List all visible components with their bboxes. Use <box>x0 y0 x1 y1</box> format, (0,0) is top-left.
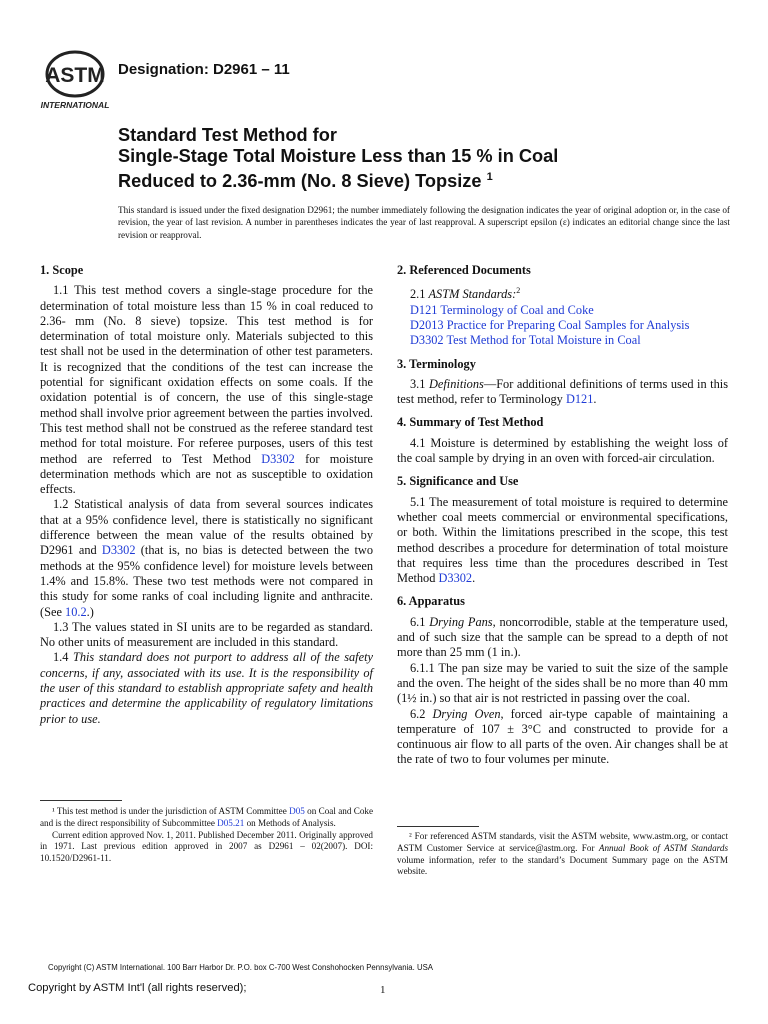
scope-paragraph-2: 1.2 Statistical analysis of data from several sources indicates that at a 95% confidence level, there is statistically no significant difference between the mean value of the results obtained by D2961 and D3302 (that is, no bias is detected between the two methods at the 95% confidence level) for moisture levels between 1.4% and 15.8%. These two test methods were not compared in this study for some ranks of coal including lignite and anthracite. (See 10.2.) <box>40 497 373 619</box>
footnote-rule <box>40 800 122 801</box>
link-d3302[interactable]: D3302 <box>438 571 473 586</box>
link-d2013-title[interactable]: Practice for Preparing Coal Samples for Analysis <box>446 318 690 332</box>
link-d05-21[interactable]: D05.21 <box>217 817 245 828</box>
summary-paragraph: 4.1 Moisture is determined by establishing the weight loss of the coal sample by drying in an oven with forced-air circulation. <box>397 435 728 466</box>
designation: Designation: D2961 – 11 <box>118 61 290 78</box>
apparatus-paragraph-1: 6.1 Drying Pans, noncorrodible, stable at the temperature used, and of such size that the sample can be spread to a depth of not more than 25 mm (1 in.). <box>397 614 728 660</box>
link-section-10-2[interactable]: 10.2 <box>65 604 87 619</box>
apparatus-paragraph-2: 6.1.1 The pan size may be varied to suit the size of the sample and the oven. The height of the sides shall be no more than 40 mm (1½ in.) so that air is not restricted in passing over the coal. <box>397 660 728 706</box>
footnote-rule <box>397 826 479 827</box>
apparatus-paragraph-3: 6.2 Drying Oven, forced air-type capable of maintaining a temperature of 107 ± 3°C and constructed to provide for a continuous air flow to all parts of the oven. Air changes shall be at the rate of two to four volumes per minute. <box>397 706 728 767</box>
page-number: 1 <box>380 984 386 996</box>
footnote-1-line-2: Current edition approved Nov. 1, 2011. Published December 2011. Originally approved in 1971. Last previous edition approved in 2007 as D2961 – 02(2007). DOI: 10.1520/D2961-11. <box>40 829 373 864</box>
terminology-paragraph: 3.1 Definitions—For additional definitions of terms used in this test method, refer to Terminology D121. <box>397 376 728 407</box>
significance-paragraph: 5.1 The measurement of total moisture is required to determine whether coal meets commercial or environmental specifications, or both. Within the limitations prescribed in the scope, this test method describes a procedure for determination of total moisture that requires less time than the procedures described in Test Method D3302. <box>397 494 728 586</box>
link-d05[interactable]: D05 <box>289 806 305 816</box>
summary-heading: 4. Summary of Test Method <box>397 415 544 430</box>
referenced-item <box>410 333 728 348</box>
copyright-bottom: Copyright by ASTM Int'l (all rights reserved); <box>28 982 247 994</box>
link-d121-title[interactable]: Terminology of Coal and Coke <box>440 302 594 317</box>
preamble: This standard is issued under the fixed designation D2961; the number immediately following the designation indicates the year of original adoption or, in the case of revision, the year of last revision. A number in parentheses indicates the year of last reapproval. A superscript epsilon (ε) indicates an editorial change since the last revision or reapproval. <box>118 205 730 240</box>
scope-paragraph-3: 1.3 The values stated in SI units are to be regarded as standard. No other units of measurement are included in this standard. <box>40 619 373 650</box>
referenced-heading: 2. Referenced Documents <box>397 263 531 277</box>
link-d3302[interactable]: D3302 <box>101 543 136 558</box>
logo-text: ASTM <box>45 64 105 87</box>
link-d3302[interactable]: D3302 <box>261 451 295 466</box>
footnote-2: ² For referenced ASTM standards, visit the ASTM website, www.astm.org, or contact ASTM Customer Service at service@astm.org. For Annual Book of ASTM Standards volume information, refer to the standard’s Document Summary page on the ASTM website. <box>397 831 729 877</box>
significance-heading: 5. Significance and Use <box>397 474 519 489</box>
link-d121[interactable]: D121 <box>565 392 594 407</box>
title-line-2: Single-Stage Total Moisture Less than 15 % in Coal <box>118 146 559 166</box>
terminology-heading: 3. Terminology <box>397 356 476 371</box>
scope-heading: 1. Scope <box>40 263 84 277</box>
link-d2013[interactable]: D2013 <box>410 318 444 332</box>
referenced-item <box>410 318 728 333</box>
scope-paragraph-4: 1.4 This standard does not purport to address all of the safety concerns, if any, associated with its use. It is the responsibility of the user of this standard to establish appropriate safety and health practices and determine the applicability of regulatory limitations prior to use. <box>40 650 374 726</box>
right-column <box>397 263 728 768</box>
left-column <box>40 263 373 727</box>
referenced-item <box>410 303 728 318</box>
footnote-1 <box>40 806 373 865</box>
title-line-1: Standard Test Method for <box>118 125 337 145</box>
document-title <box>118 125 558 192</box>
astm-logo <box>38 50 112 112</box>
footnote-1-line-1: ¹ This test method is under the jurisdiction of ASTM Committee D05 on Coal and Coke and is the direct responsibility of Subcommittee D05.21 on Methods of Analysis. <box>40 806 373 828</box>
title-footnote-mark: 1 <box>486 171 493 183</box>
copyright-line: Copyright (C) ASTM International. 100 Barr Harbor Dr. P.O. box C-700 West Conshohocken Pennsylvania. USA <box>48 963 433 972</box>
apparatus-heading: 6. Apparatus <box>397 594 465 609</box>
title-line-3: Reduced to 2.36-mm (No. 8 Sieve) Topsize $^1$ <box>118 171 493 192</box>
scope-paragraph-1: 1.1 This test method covers a single-stage procedure for the determination of total moisture less than 15 % in coal reduced to 2.36- mm (No. 8 sieve) topsize. This test method is for determination of total moisture only. Materials subjected to this test shall not be used in the determination of other test parameters. It is recognized that the conditions of the test can increase the potential for significant oxidation effects on some coals. If the oxidation potential is of concern, the use of this single-stage method shall involve prior agreement between the parties involved. This test method shall not be construed as the referee standard test method for total moisture. For referee purposes, users of this test method are referred to Test Method D3302 for moisture determination methods which are not as susceptible to oxidation effects. <box>40 283 374 497</box>
link-d121[interactable]: D121 <box>410 302 438 317</box>
referenced-intro: 2.1 ASTM Standards:$^2$ <box>410 286 521 302</box>
logo-subtext: INTERNATIONAL <box>40 100 110 110</box>
link-d3302[interactable]: D3302 <box>410 333 444 348</box>
link-d3302-title[interactable]: Test Method for Total Moisture in Coal <box>446 333 641 348</box>
